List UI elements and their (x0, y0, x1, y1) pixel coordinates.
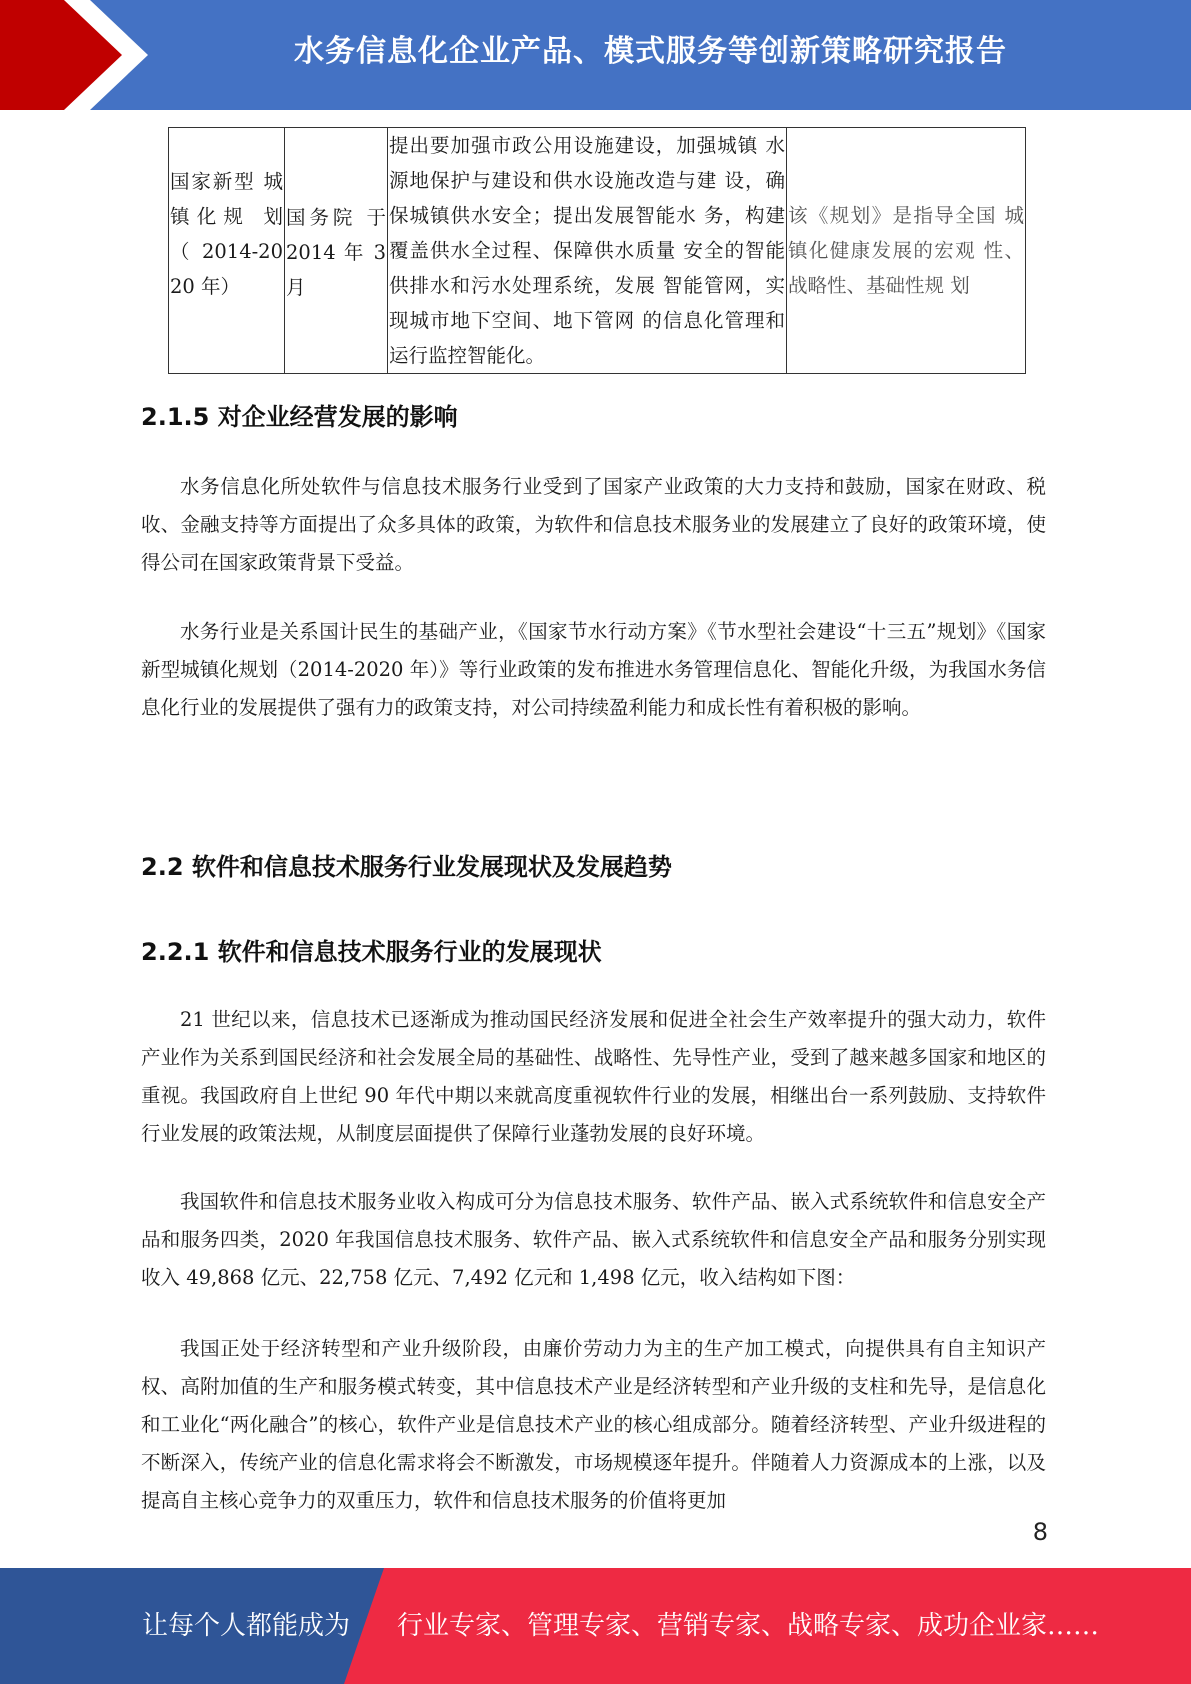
footer-slogan-right: 行业专家、管理专家、营销专家、战略专家、成功企业家…… (397, 1611, 1100, 1641)
paragraph: 水务行业是关系国计民生的基础产业，《国家节水行动方案》《节水型社会建设“十三五”规划》《国家新型城镇化规划（2014-2020 年）》等行业政策的发布推进水务管理信息化、智能化升级，为我国水务信息化行业的发展提供了强有力的政策支持，对公司持续盈利能力和成长性有着积极的影响。 (141, 620, 1046, 719)
paragraph: 我国正处于经济转型和产业升级阶段，由廉价劳动力为主的生产加工模式，向提供具有自主知识产权、高附加值的生产和服务模式转变，其中信息技术产业是经济转型和产业升级的支柱和先导，是信息化和工业化“两化融合”的核心，软件产业是信息技术产业的核心组成部分。随着经济转型、产业升级进程的不断深入，传统产业的信息化需求将会不断激发，市场规模逐年提升。伴随着人力资源成本的上涨，以及提高自主核心竞争力的双重压力，软件和信息技术服务的价值将更加 (141, 1337, 1046, 1512)
footer-slogan-left: 让每个人都能成为 (142, 1611, 351, 1641)
paragraph: 我国软件和信息技术服务业收入构成可分为信息技术服务、软件产品、嵌入式系统软件和信息安全产品和服务四类，2020 年我国信息技术服务、软件产品、嵌入式系统软件和信息安全产品和服务分别实现收入 49,868 亿元、22,758 亿元、7,492 亿元和 1,498 亿元，收入结构如下图： (141, 1190, 1046, 1289)
report-header-banner (0, 0, 1191, 110)
report-footer-banner (0, 1568, 1191, 1684)
section-heading-2-2: 2.2 软件和信息技术服务行业发展现状及发展趋势 (141, 853, 672, 881)
policy-name-cell: 国家新型 城镇化规 划（2014-20 20 年） (169, 128, 285, 374)
section-heading-2-2-1: 2.2.1 软件和信息技术服务行业的发展现状 (141, 938, 602, 966)
paragraph: 21 世纪以来，信息技术已逐渐成为推动国民经济发展和促进全社会生产效率提升的强大动力，软件产业作为关系到国民经济和社会发展全局的基础性、战略性、先导性产业，受到了越来越多国家和地区的重视。我国政府自上世纪 90 年代中期以来就高度重视软件行业的发展，相继出台一系列鼓励、支持软件行业发展的政策法规，从制度层面提供了保障行业蓬勃发展的良好环境。 (141, 1008, 1046, 1145)
section-heading-2-1-5: 2.1.5 对企业经营发展的影响 (141, 403, 458, 431)
policy-content-cell: 提出要加强市政公用设施建设，加强城镇 水源地保护与建设和供水设施改造与建 设，确保城镇供水安全；提出发展智能水 务，构建覆盖供水全过程、保障供水质量 安全的智能供排水和污水处理系统，发展 智能管网，实现城市地下空间、地下管网 的信息化管理和运行监控智能化。 (388, 128, 787, 374)
report-title: 水务信息化企业产品、模式服务等创新策略研究报告 (294, 34, 1007, 69)
red-chevron-icon (0, 0, 160, 110)
policy-note-cell: 该《规划》是指导全国 城镇化健康发展的宏观 性、战略性、基础性规 划 (787, 128, 1026, 374)
paragraph: 水务信息化所处软件与信息技术服务行业受到了国家产业政策的大力支持和鼓励，国家在财政、税收、金融支持等方面提出了众多具体的政策，为软件和信息技术服务业的发展建立了良好的政策环境，使得公司在国家政策背景下受益。 (141, 475, 1046, 574)
table-row (169, 128, 1026, 374)
page-number: 8 (1032, 1518, 1048, 1546)
policy-table (168, 127, 1026, 374)
policy-issuer-cell: 国务院 于 2014 年 3 月 (285, 128, 388, 374)
